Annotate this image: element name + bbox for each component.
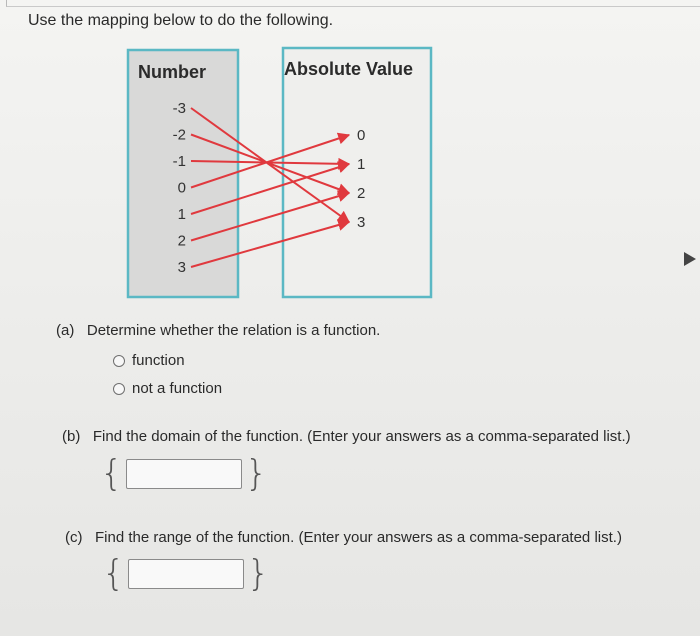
domain-value: -1 [172,153,186,170]
domain-header: Number [138,62,207,82]
question-c-text: Find the range of the function. (Enter your answers as a comma-separated list.) [95,529,622,546]
range-input[interactable] [128,559,244,589]
domain-value: -2 [172,126,186,144]
domain-value: -3 [172,100,186,117]
option-not-a-function-label: not a function [132,380,223,397]
radio-not-a-function[interactable] [113,383,125,395]
instruction-text: Use the mapping below to do the following. [28,12,334,29]
close-brace: } [244,453,268,494]
open-brace: { [102,553,125,594]
radio-function[interactable] [113,355,125,367]
question-b-text: Find the domain of the function. (Enter your answers as a comma-separated list.) [92,428,631,445]
option-function-label: function [132,352,185,369]
domain-value: 3 [177,259,186,276]
question-a-label: (a) [56,322,75,339]
domain-input[interactable] [126,459,242,489]
option-not-a-function[interactable] [113,380,222,397]
question-b-label: (b) [62,428,81,445]
open-brace: { [100,453,123,494]
question-a [56,322,380,339]
range-answer [102,553,270,594]
range-value: 2 [357,185,366,202]
question-c-label: (c) [65,529,83,546]
domain-answer [100,453,268,494]
mouse-cursor-icon [684,252,696,266]
domain-value: 1 [177,206,186,223]
range-value: 3 [357,214,366,231]
range-value: 0 [357,127,366,144]
domain-value: 0 [177,179,186,197]
domain-value: 2 [177,232,186,250]
close-brace: } [246,553,270,594]
question-a-text: Determine whether the relation is a function. [86,322,381,339]
question-c [65,529,622,546]
range-header: Absolute Value [284,59,414,79]
range-value: 1 [357,156,366,173]
option-function[interactable] [113,352,185,369]
mapping-diagram [0,0,700,310]
question-b [62,428,631,445]
